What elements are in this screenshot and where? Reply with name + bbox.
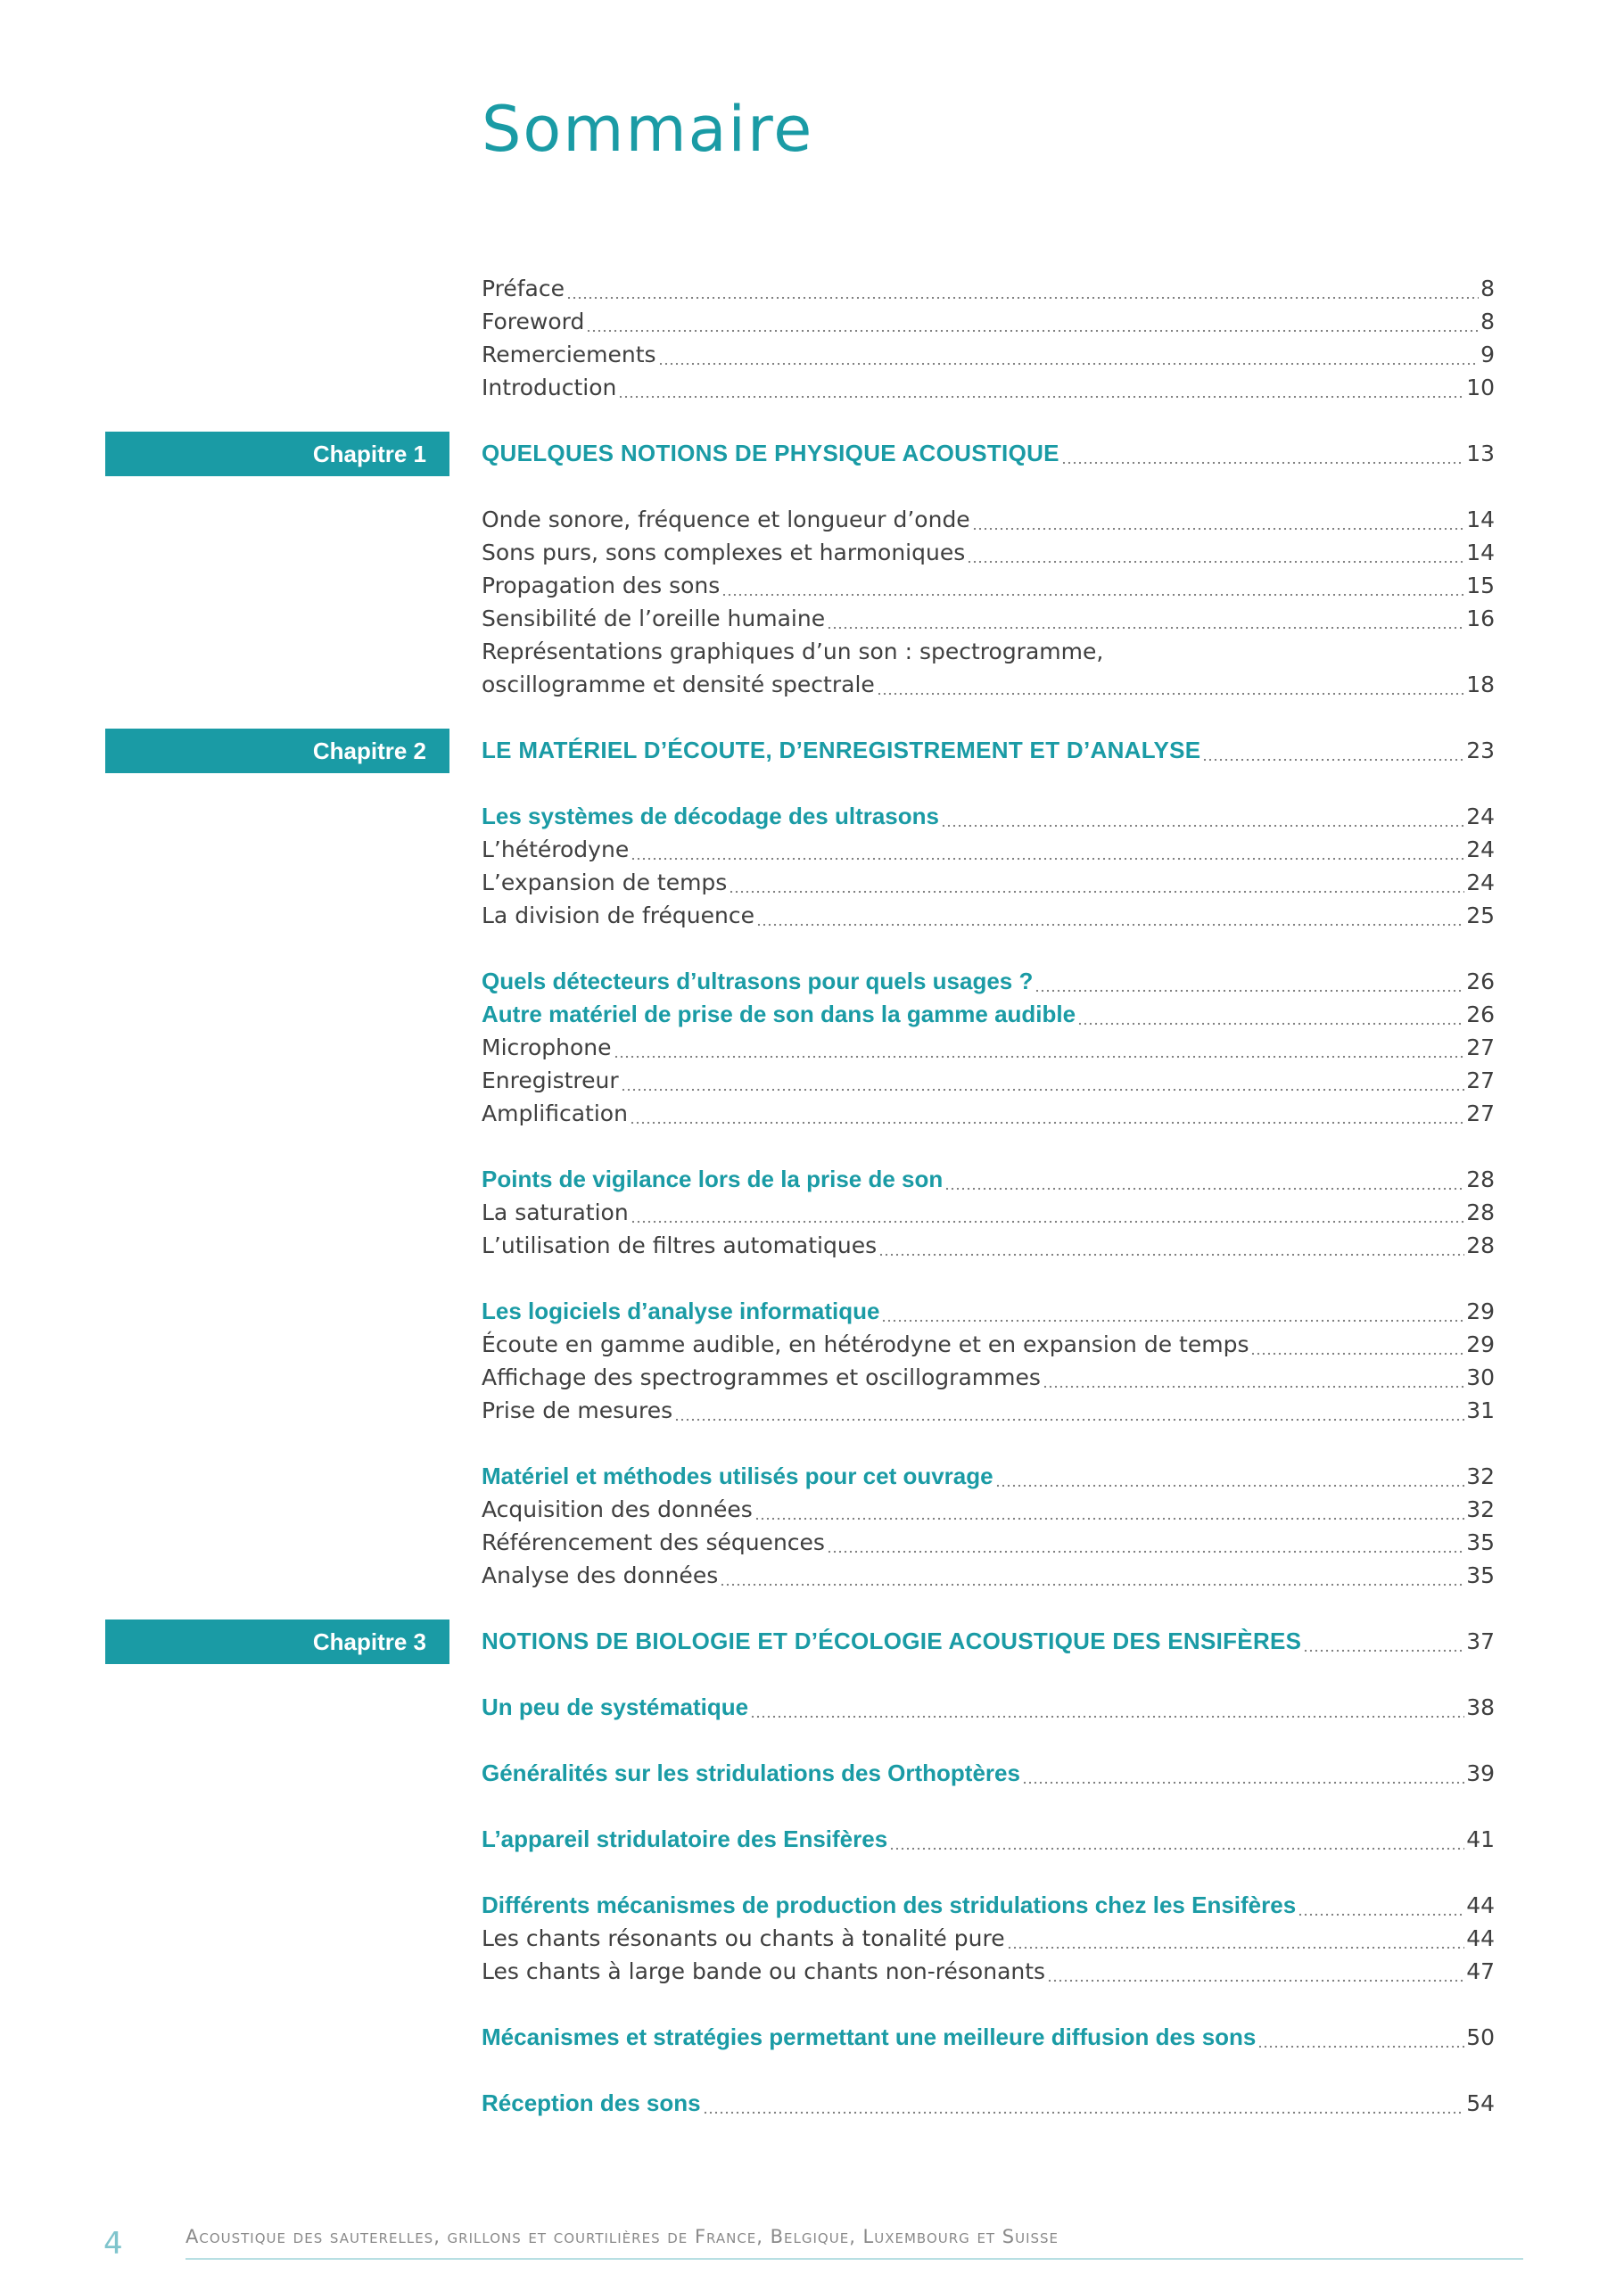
toc-entry-page: 39 (1466, 1760, 1495, 1786)
toc-entry[interactable] (482, 1526, 1495, 1559)
toc-leader-dots (827, 602, 1464, 635)
toc-entry-label: Sensibilité de l’oreille humaine (482, 606, 826, 631)
toc-entry[interactable] (482, 503, 1495, 536)
toc-entry[interactable] (482, 668, 1495, 701)
toc-entry-label: Référencement des séquences (482, 1529, 825, 1555)
toc-leader-dots (1022, 1757, 1464, 1790)
toc-entry[interactable] (482, 371, 1495, 404)
toc-entry[interactable] (482, 1922, 1495, 1955)
toc-entry-page: 8 (1480, 276, 1495, 301)
toc-entry[interactable] (482, 602, 1495, 635)
toc-leader-dots (1298, 1889, 1464, 1922)
toc-entry[interactable] (482, 1229, 1495, 1262)
toc-entry-label: Quels détecteurs d’ultrasons pour quels usages ? (482, 968, 1034, 994)
toc-entry-label: Prise de mesures (482, 1397, 673, 1423)
toc-entry[interactable] (482, 2021, 1495, 2054)
toc-entry-page: 24 (1466, 837, 1495, 862)
toc-entry-page: 14 (1466, 507, 1495, 532)
toc-entry-page: 14 (1466, 540, 1495, 565)
footer-rule (185, 2258, 1523, 2260)
toc-leader-dots (756, 899, 1464, 932)
toc-entry-page: 41 (1466, 1826, 1495, 1852)
toc-leader-dots (566, 272, 1479, 305)
toc-entry-page: 27 (1466, 1067, 1495, 1093)
toc-entry[interactable] (482, 1328, 1495, 1361)
toc-entry-page: 24 (1466, 870, 1495, 895)
toc-entry[interactable] (482, 1691, 1495, 1724)
toc-entry-page: 24 (1466, 804, 1495, 829)
toc-entry[interactable] (482, 1361, 1495, 1394)
toc-entry-label: Les systèmes de décodage des ultrasons (482, 803, 939, 829)
toc-entry-page: 50 (1466, 2024, 1495, 2050)
toc-entry-label: Analyse des données (482, 1562, 719, 1588)
toc-entry-label: La division de fréquence (482, 902, 754, 928)
toc-entry-label: Introduction (482, 375, 617, 400)
toc-entry-label: Affichage des spectrogrammes et oscillogrammes (482, 1364, 1041, 1390)
toc-entry-label: QUELQUES NOTIONS DE PHYSIQUE ACOUSTIQUE (482, 440, 1059, 466)
toc-entry[interactable] (482, 1394, 1495, 1427)
toc-entry-label: Les chants à large bande ou chants non-résonants (482, 1958, 1046, 1984)
toc-entry[interactable] (482, 1064, 1495, 1097)
toc-entry-page: 28 (1466, 1166, 1495, 1192)
toc-entry-label: LE MATÉRIEL D’ÉCOUTE, D’ENREGISTREMENT ET D’ANALYSE (482, 737, 1201, 763)
toc-entry[interactable] (482, 833, 1495, 866)
toc-entry-label: Matériel et méthodes utilisés pour cet ouvrage (482, 1463, 993, 1489)
toc-leader-dots (995, 1460, 1465, 1493)
toc-leader-dots (877, 668, 1464, 701)
toc-leader-dots (944, 1163, 1464, 1196)
toc-entry-page: 28 (1466, 1199, 1495, 1225)
toc-entry-page: 37 (1466, 1628, 1495, 1654)
toc-leader-dots (1035, 965, 1464, 998)
toc-entry[interactable] (482, 1955, 1495, 1988)
toc-entry-page: 8 (1480, 309, 1495, 334)
toc-entry-page: 26 (1466, 968, 1495, 994)
toc-leader-dots (1202, 734, 1464, 767)
toc-leader-dots (967, 536, 1464, 569)
toc-entry-label: Les logiciels d’analyse informatique (482, 1298, 880, 1324)
toc-entry[interactable] (482, 1889, 1495, 1922)
toc-entry-page: 54 (1466, 2090, 1495, 2116)
toc-entry[interactable] (482, 899, 1495, 932)
toc-entry-page: 29 (1466, 1331, 1495, 1357)
toc-entry-label: Mécanismes et stratégies permettant une meilleure diffusion des sons (482, 2023, 1257, 2050)
toc-entry-label: Préface (482, 276, 565, 301)
toc-entry-page: 35 (1466, 1562, 1495, 1588)
toc-entry-label: Foreword (482, 309, 585, 334)
toc-entry-page: 35 (1466, 1529, 1495, 1555)
toc-entry-page: 15 (1466, 573, 1495, 598)
toc-entry-page: 32 (1466, 1463, 1495, 1489)
toc-entry-label: NOTIONS DE BIOLOGIE ET D’ÉCOLOGIE ACOUSTIQUE DES ENSIFÈRES (482, 1628, 1302, 1654)
chapter-2-tab: Chapitre 2 (105, 729, 449, 773)
toc-entry-page: 28 (1466, 1232, 1495, 1258)
toc-leader-dots (1047, 1955, 1464, 1988)
toc-entry[interactable] (482, 1823, 1495, 1856)
toc-leader-dots (1007, 1922, 1465, 1955)
footer-page-number: 4 (103, 2226, 123, 2262)
toc-entry-page: 32 (1466, 1496, 1495, 1522)
toc-leader-dots (1257, 2021, 1464, 2054)
toc-leader-dots (750, 1691, 1464, 1724)
toc-leader-dots (618, 371, 1464, 404)
toc-entry[interactable] (482, 1559, 1495, 1592)
toc-leader-dots (674, 1394, 1464, 1427)
toc-entry-page: 9 (1480, 342, 1495, 367)
toc-entry-page: 44 (1466, 1925, 1495, 1951)
toc-entry[interactable] (482, 1196, 1495, 1229)
toc-leader-dots (703, 2087, 1465, 2120)
toc-entry-page: 30 (1466, 1364, 1495, 1390)
toc-entry[interactable] (482, 569, 1495, 602)
toc-entry-label: Les chants résonants ou chants à tonalité pure (482, 1925, 1005, 1951)
toc-entry[interactable] (482, 1625, 1495, 1658)
toc-entry-page: 29 (1466, 1298, 1495, 1324)
toc-entry-label: Microphone (482, 1034, 612, 1060)
toc-leader-dots (754, 1493, 1464, 1526)
footer-running-title: Acoustique des sauterelles, grillons et courtilières de France, Belgique, Luxembourg et Suisse (185, 2226, 1059, 2247)
toc-entry-page: 27 (1466, 1034, 1495, 1060)
toc-entry-page: 47 (1466, 1958, 1495, 1984)
toc-leader-dots (941, 800, 1464, 833)
toc-leader-dots (630, 1097, 1464, 1130)
page-title: Sommaire (482, 93, 814, 166)
toc-entry-page: 23 (1466, 738, 1495, 763)
toc-leader-dots (586, 305, 1479, 338)
toc-entry[interactable] (482, 1493, 1495, 1526)
toc-entry[interactable] (482, 1097, 1495, 1130)
toc-entry-label: Amplification (482, 1100, 628, 1126)
toc-entry-label: Enregistreur (482, 1067, 619, 1093)
toc-entry-page: 13 (1466, 441, 1495, 466)
toc-entry-page: 18 (1466, 672, 1495, 697)
toc-entry-label: Remerciements (482, 342, 656, 367)
toc-entry[interactable] (482, 800, 1495, 833)
toc-entry-page: 31 (1466, 1397, 1495, 1423)
toc-entry[interactable] (482, 1163, 1495, 1196)
toc-entry-label: L’appareil stridulatoire des Ensifères (482, 1826, 888, 1852)
toc-entry-label: Points de vigilance lors de la prise de son (482, 1166, 944, 1192)
toc-entry[interactable] (482, 866, 1495, 899)
toc-entry-label: Réception des sons (482, 2089, 701, 2116)
toc-entry-label: L’expansion de temps (482, 870, 728, 895)
toc-entry-label: Autre matériel de prise de son dans la gamme audible (482, 1001, 1076, 1027)
toc-entry-label: Onde sonore, fréquence et longueur d’onde (482, 507, 970, 532)
toc-leader-dots (878, 1229, 1464, 1262)
toc-entry[interactable] (482, 1295, 1495, 1328)
toc-leader-dots (827, 1526, 1464, 1559)
chapter-3-tab: Chapitre 3 (105, 1620, 449, 1664)
toc-entry-label: Écoute en gamme audible, en hétérodyne et en expansion de temps (482, 1331, 1249, 1357)
toc-entry-page: 27 (1466, 1100, 1495, 1126)
toc-leader-dots (972, 503, 1464, 536)
toc-entry[interactable] (482, 1460, 1495, 1493)
toc-entry-page: 16 (1466, 606, 1495, 631)
toc-entry-label: Représentations graphiques d’un son : spectrogramme, (482, 639, 1104, 664)
toc-entry-page: 44 (1466, 1892, 1495, 1918)
toc-leader-dots (729, 866, 1464, 899)
toc-entry-label: Un peu de systématique (482, 1694, 749, 1720)
toc-entry-label: Sons purs, sons complexes et harmoniques (482, 540, 966, 565)
toc-leader-dots (658, 338, 1480, 371)
toc-leader-dots (631, 1196, 1465, 1229)
toc-entry-page: 10 (1466, 375, 1495, 400)
toc-entry[interactable] (482, 437, 1495, 470)
toc-leader-dots (614, 1031, 1465, 1064)
toc-entry[interactable] (482, 1031, 1495, 1064)
toc-leader-dots (720, 1559, 1464, 1592)
toc-leader-dots (631, 833, 1464, 866)
toc-entry-label: oscillogramme et densité spectrale (482, 672, 875, 697)
toc-entry-label: Acquisition des données (482, 1496, 753, 1522)
toc-leader-dots (889, 1823, 1464, 1856)
toc-leader-dots (1303, 1625, 1464, 1658)
toc-entry[interactable] (482, 305, 1495, 338)
toc-entry[interactable] (482, 272, 1495, 305)
toc-entry-label: Généralités sur les stridulations des Orthoptères (482, 1760, 1020, 1786)
toc-leader-dots (721, 569, 1464, 602)
toc-leader-dots (621, 1064, 1465, 1097)
toc-entry-label: L’utilisation de filtres automatiques (482, 1232, 878, 1258)
toc-leader-dots (881, 1295, 1464, 1328)
toc-entry-page: 25 (1466, 902, 1495, 928)
toc-leader-dots (1061, 437, 1464, 470)
toc-entry-label: Propagation des sons (482, 573, 721, 598)
toc-entry[interactable] (482, 2087, 1495, 2120)
toc-entry-label: L’hétérodyne (482, 837, 630, 862)
toc-entry[interactable] (482, 734, 1495, 767)
toc-entry-label: La saturation (482, 1199, 629, 1225)
toc-leader-dots (1250, 1328, 1464, 1361)
toc-leader-dots (1043, 1361, 1464, 1394)
toc-entry[interactable] (482, 635, 1106, 668)
toc-leader-dots (1077, 998, 1464, 1031)
toc-entry-label: Différents mécanismes de production des stridulations chez les Ensifères (482, 1892, 1297, 1918)
toc-entry[interactable] (482, 998, 1495, 1031)
toc-entry[interactable] (482, 1757, 1495, 1790)
chapter-1-tab: Chapitre 1 (105, 432, 449, 476)
toc-entry-page: 38 (1466, 1694, 1495, 1720)
toc-entry[interactable] (482, 965, 1495, 998)
toc-entry[interactable] (482, 536, 1495, 569)
toc-entry[interactable] (482, 338, 1495, 371)
toc-entry-page: 26 (1466, 1001, 1495, 1027)
